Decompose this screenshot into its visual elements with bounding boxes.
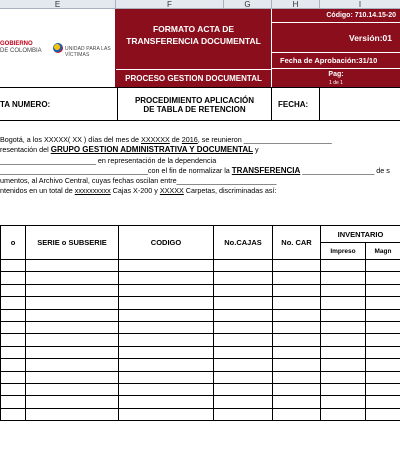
- table-cell[interactable]: [119, 297, 214, 309]
- table-cell[interactable]: [214, 396, 273, 408]
- header-codigo: CODIGO: [119, 226, 214, 260]
- table-cell[interactable]: [273, 408, 321, 420]
- table-cell[interactable]: [26, 284, 119, 296]
- page-label: Pag:: [328, 71, 344, 78]
- approval-date: Fecha de Aprobación:31/10: [272, 53, 400, 69]
- table-cell[interactable]: [321, 321, 366, 333]
- body-text-segment: __________________ de s: [300, 165, 390, 175]
- table-cell[interactable]: [321, 346, 366, 358]
- table-cell[interactable]: [321, 284, 366, 296]
- group-name: GRUPO GESTION ADMINISTRATIVA Y DOCUMENTAL: [50, 145, 253, 155]
- table-cell[interactable]: [119, 383, 214, 395]
- body-text-segment: _____________________________________con el fin de normalizar la: [0, 165, 232, 175]
- procedure-label: [118, 88, 272, 121]
- table-cell[interactable]: [1, 396, 26, 408]
- table-cell[interactable]: [214, 408, 273, 420]
- date-label: FECHA:: [272, 88, 320, 121]
- table-cell[interactable]: [366, 346, 400, 358]
- table-cell[interactable]: [321, 272, 366, 284]
- header-impreso: Impreso: [321, 243, 366, 260]
- table-cell[interactable]: [119, 272, 214, 284]
- table-cell[interactable]: [321, 309, 366, 321]
- table-cell[interactable]: [119, 371, 214, 383]
- table-cell[interactable]: [366, 371, 400, 383]
- table-row: [1, 297, 400, 309]
- table-cell[interactable]: [321, 408, 366, 420]
- table-cell[interactable]: [119, 309, 214, 321]
- table-cell[interactable]: [1, 297, 26, 309]
- table-cell[interactable]: [273, 359, 321, 371]
- table-cell[interactable]: [366, 359, 400, 371]
- table-cell[interactable]: [366, 408, 400, 420]
- table-cell[interactable]: [1, 359, 26, 371]
- table-cell[interactable]: [1, 321, 26, 333]
- victims-unit-logo-text: UNIDAD PARA LAS VÍCTIMAS: [65, 46, 111, 58]
- table-cell[interactable]: [1, 383, 26, 395]
- table-row: [1, 284, 400, 296]
- table-cell[interactable]: [26, 383, 119, 395]
- body-text-segment: y: [252, 145, 259, 155]
- inventory-table-body: [1, 260, 400, 421]
- body-line-3: ________________________ en representación de la dependencia: [0, 155, 217, 165]
- table-cell[interactable]: [214, 260, 273, 272]
- table-row: [1, 334, 400, 346]
- table-cell[interactable]: [26, 359, 119, 371]
- table-cell[interactable]: [273, 321, 321, 333]
- body-text-segment: de: [169, 135, 182, 144]
- table-cell[interactable]: [321, 383, 366, 395]
- header-serie: SERIE o SUBSERIE: [26, 226, 119, 260]
- table-cell[interactable]: [26, 334, 119, 346]
- table-row: [1, 346, 400, 358]
- table-cell[interactable]: [273, 383, 321, 395]
- table-cell[interactable]: [366, 297, 400, 309]
- government-logo-sub: DE COLOMBIA: [0, 48, 42, 54]
- table-cell[interactable]: [321, 371, 366, 383]
- table-cell[interactable]: [26, 408, 119, 420]
- spreadsheet-column-headers: [0, 0, 400, 9]
- table-row: [1, 408, 400, 420]
- government-logo-brand: GOBIERNO: [0, 41, 33, 47]
- table-cell[interactable]: [273, 272, 321, 284]
- victims-unit-emblem-icon: [53, 43, 63, 53]
- page-indicator: [272, 69, 400, 87]
- table-cell[interactable]: [1, 272, 26, 284]
- body-text-segment: resentación del: [0, 145, 51, 155]
- body-text-segment: , se reunieron ______________________: [197, 135, 332, 144]
- table-cell[interactable]: [26, 272, 119, 284]
- body-text-segment: ntenidos en un total de: [0, 186, 75, 196]
- table-cell[interactable]: [1, 260, 26, 272]
- procedure-line1: PROCEDIMIENTO APLICACIÓN: [134, 96, 255, 105]
- table-row: [1, 383, 400, 395]
- table-cell[interactable]: [214, 371, 273, 383]
- body-line-2: [0, 145, 400, 155]
- header-magnetico: Magn: [366, 243, 400, 260]
- table-cell[interactable]: [1, 334, 26, 346]
- table-cell[interactable]: [26, 309, 119, 321]
- table-cell[interactable]: [214, 383, 273, 395]
- table-cell[interactable]: [26, 346, 119, 358]
- header-first-col: o: [1, 226, 26, 260]
- table-row: [1, 309, 400, 321]
- form-title-line2: TRANSFERENCIA DOCUMENTAL: [126, 36, 261, 46]
- body-text-segment: Cajas X-200 y: [110, 186, 160, 196]
- table-cell[interactable]: [214, 334, 273, 346]
- act-body-text: [0, 135, 400, 197]
- process-name: PROCESO GESTION DOCUMENTAL: [116, 69, 272, 87]
- table-cell[interactable]: [214, 284, 273, 296]
- table-row: [1, 371, 400, 383]
- table-cell[interactable]: [119, 408, 214, 420]
- table-cell[interactable]: [1, 309, 26, 321]
- table-cell[interactable]: [214, 359, 273, 371]
- table-cell[interactable]: [1, 408, 26, 420]
- table-cell[interactable]: [273, 297, 321, 309]
- table-cell[interactable]: [119, 334, 214, 346]
- column-header-f[interactable]: F: [116, 0, 224, 9]
- table-row: [1, 359, 400, 371]
- table-cell[interactable]: [119, 260, 214, 272]
- table-cell[interactable]: [273, 334, 321, 346]
- table-cell[interactable]: [214, 297, 273, 309]
- table-cell[interactable]: [26, 297, 119, 309]
- table-cell[interactable]: [119, 284, 214, 296]
- table-cell[interactable]: [366, 396, 400, 408]
- procedure-line2: DE TABLA DE RETENCION: [143, 105, 246, 114]
- month-placeholder: XXXXXX: [141, 135, 170, 144]
- header-car: No. CAR: [273, 226, 321, 260]
- folders-placeholder: XXXXX: [159, 186, 184, 196]
- body-line-5: umentos, al Archivo Central, cuyas fechas oscilan entre_________________________: [0, 176, 277, 186]
- table-cell[interactable]: [119, 321, 214, 333]
- logo-area: [0, 9, 116, 87]
- table-cell[interactable]: [214, 346, 273, 358]
- form-title-line1: FORMATO ACTA DE: [152, 24, 235, 34]
- body-line-1: [0, 135, 400, 145]
- year-value: 2016: [181, 135, 198, 144]
- table-cell[interactable]: [1, 371, 26, 383]
- table-cell[interactable]: [119, 396, 214, 408]
- table-cell[interactable]: [366, 284, 400, 296]
- table-cell[interactable]: [321, 260, 366, 272]
- table-cell[interactable]: [273, 284, 321, 296]
- table-cell[interactable]: [119, 359, 214, 371]
- header-inventario: INVENTARIO: [321, 226, 400, 243]
- table-cell[interactable]: [366, 334, 400, 346]
- body-line-4: [0, 166, 400, 176]
- table-cell[interactable]: [273, 260, 321, 272]
- government-logo: [0, 41, 42, 55]
- table-cell[interactable]: [273, 371, 321, 383]
- act-info-row: [0, 87, 400, 121]
- table-cell[interactable]: [321, 396, 366, 408]
- column-header-h[interactable]: H: [272, 0, 320, 9]
- table-cell[interactable]: [366, 260, 400, 272]
- table-cell[interactable]: [366, 383, 400, 395]
- table-cell[interactable]: [321, 334, 366, 346]
- form-title: [116, 9, 272, 69]
- transfer-keyword: TRANSFERENCIA: [231, 165, 301, 175]
- table-cell[interactable]: [321, 297, 366, 309]
- table-row: [1, 260, 400, 272]
- table-cell[interactable]: [273, 396, 321, 408]
- table-cell[interactable]: [26, 260, 119, 272]
- table-cell[interactable]: [119, 346, 214, 358]
- table-cell[interactable]: [321, 359, 366, 371]
- column-header-g[interactable]: G: [224, 0, 272, 9]
- table-cell[interactable]: [214, 272, 273, 284]
- form-version: Versión:01: [272, 23, 400, 53]
- table-row: [1, 272, 400, 284]
- table-cell[interactable]: [1, 346, 26, 358]
- table-cell[interactable]: [26, 371, 119, 383]
- table-cell[interactable]: [366, 309, 400, 321]
- total-placeholder: xxxxxxxxxx: [74, 186, 111, 196]
- page-value: 1 de 1: [329, 80, 343, 86]
- table-cell[interactable]: [214, 309, 273, 321]
- form-code: Código: 710.14.15-20: [272, 9, 400, 23]
- column-header-e[interactable]: E: [0, 0, 116, 9]
- table-row: [1, 321, 400, 333]
- header-cajas: No.CAJAS: [214, 226, 273, 260]
- table-cell[interactable]: [214, 321, 273, 333]
- body-text-segment: Carpetas, discriminadas así:: [183, 186, 277, 196]
- table-cell[interactable]: [366, 321, 400, 333]
- table-cell[interactable]: [273, 309, 321, 321]
- inventory-table: [0, 225, 400, 421]
- table-cell[interactable]: [273, 346, 321, 358]
- table-cell[interactable]: [26, 396, 119, 408]
- column-header-i[interactable]: I: [358, 0, 362, 9]
- body-text-segment: Bogotá, a los XXXXX( XX ) días del mes de: [0, 135, 142, 144]
- act-number-label: TA NUMERO:: [0, 88, 118, 121]
- table-cell[interactable]: [26, 321, 119, 333]
- body-line-6: [0, 186, 400, 196]
- table-row: [1, 396, 400, 408]
- table-cell[interactable]: [1, 284, 26, 296]
- table-cell[interactable]: [366, 272, 400, 284]
- spreadsheet-document: [0, 9, 400, 450]
